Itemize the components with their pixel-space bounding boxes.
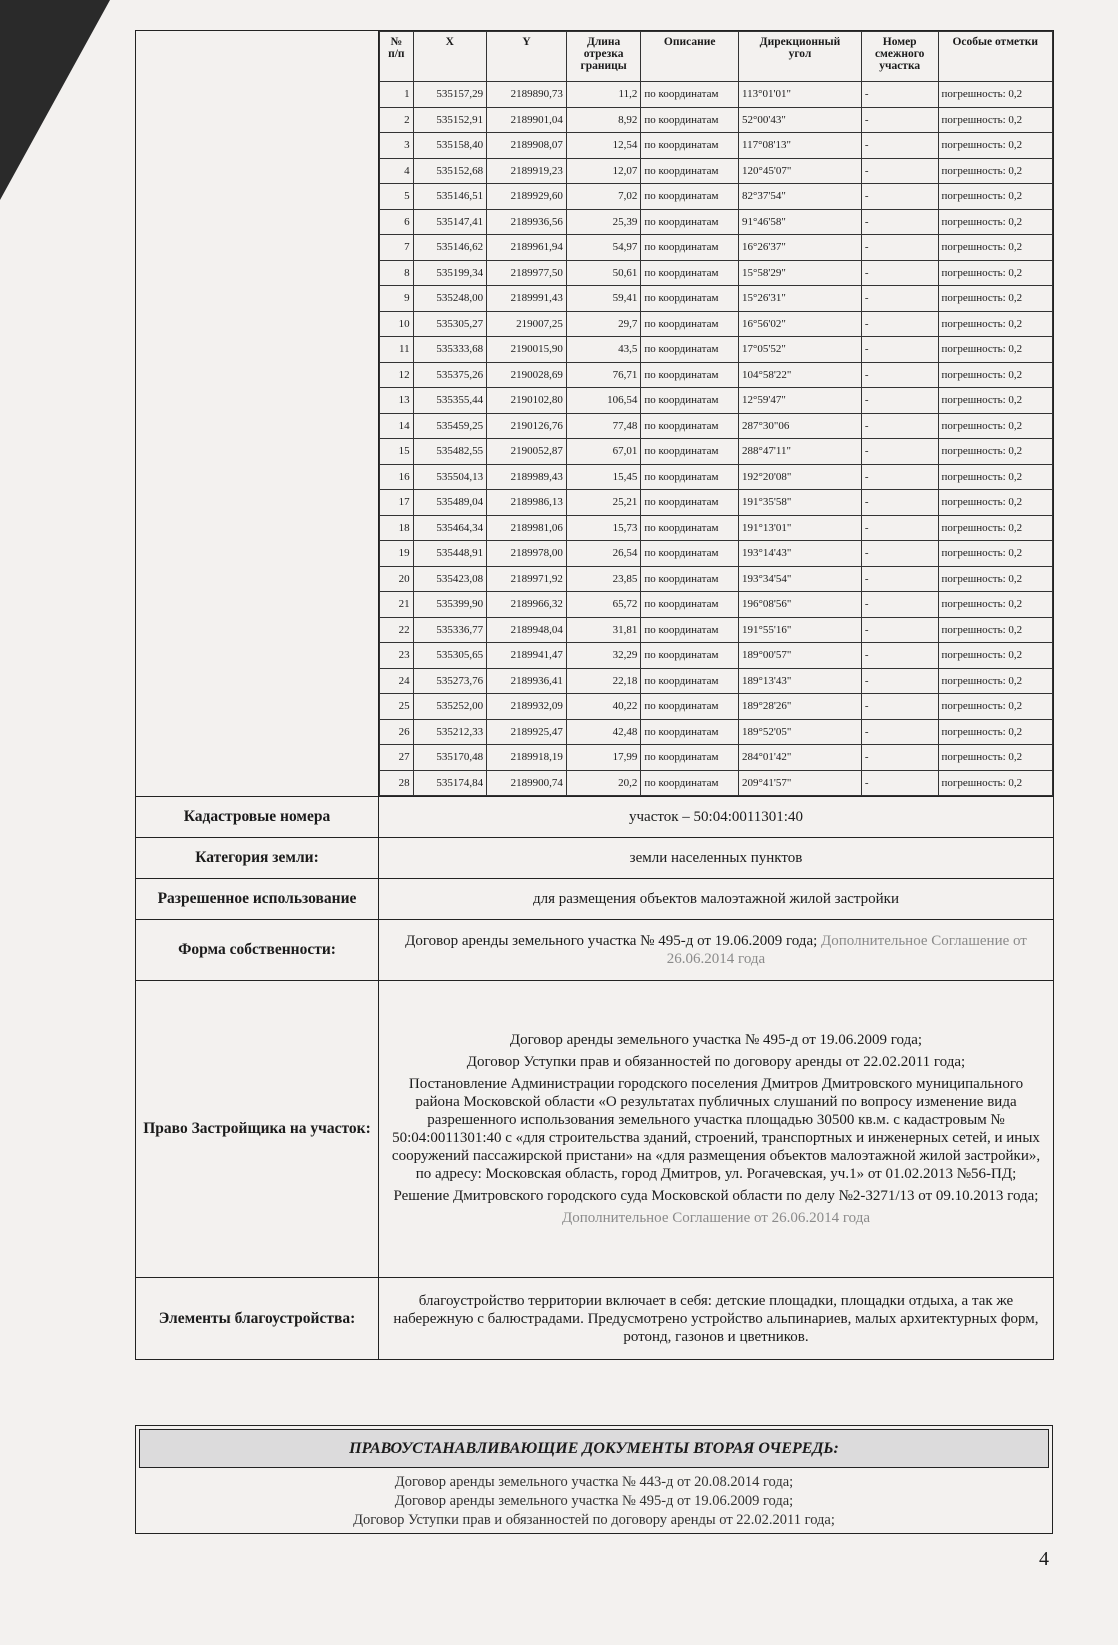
coords-cell: 2189890,73 <box>487 82 567 108</box>
coords-cell: 27 <box>380 745 414 771</box>
coords-row <box>380 82 1053 108</box>
permitted-use-value: для размещения объектов малоэтажной жилой застройки <box>379 879 1054 920</box>
coords-cell: 535482,55 <box>413 439 486 465</box>
coords-cell: погрешность: 0,2 <box>938 388 1053 414</box>
cadastral-value: участок – 50:04:0011301:40 <box>379 797 1054 838</box>
coords-cell: 16°56'02" <box>739 311 862 337</box>
permitted-use-label: Разрешенное использование <box>136 879 379 920</box>
coords-cell: 535375,26 <box>413 362 486 388</box>
landscaping-label: Элементы благоустройства: <box>136 1278 379 1360</box>
second-queue-block <box>135 1425 1053 1534</box>
coords-cell: 3 <box>380 133 414 159</box>
coords-cell: 2189977,50 <box>487 260 567 286</box>
coords-cell: по координатам <box>641 413 739 439</box>
coords-cell: 17 <box>380 490 414 516</box>
coords-cell: погрешность: 0,2 <box>938 541 1053 567</box>
coords-cell: 22 <box>380 617 414 643</box>
coords-cell: 77,48 <box>566 413 641 439</box>
coords-cell: 535464,34 <box>413 515 486 541</box>
coords-cell: 104°58'22" <box>739 362 862 388</box>
coords-cell: по координатам <box>641 260 739 286</box>
coords-cell: 17,99 <box>566 745 641 771</box>
coords-cell: 189°52'05" <box>739 719 862 745</box>
coords-cell: 287°30"06 <box>739 413 862 439</box>
coords-cell: 18 <box>380 515 414 541</box>
second-queue-doc: Договор аренды земельного участка № 495-д от 19.06.2009 года; <box>394 1493 794 1509</box>
coords-row <box>380 184 1053 210</box>
developer-right-label: Право Застройщика на участок: <box>136 981 379 1278</box>
coords-cell: - <box>861 694 938 720</box>
coords-cell: по координатам <box>641 158 739 184</box>
coords-cell: 117°08'13" <box>739 133 862 159</box>
coords-cell: - <box>861 745 938 771</box>
coords-cell: 22,18 <box>566 668 641 694</box>
coords-header-cell: Дирекционный угол <box>739 32 862 82</box>
coords-cell: 288°47'11" <box>739 439 862 465</box>
coords-cell: по координатам <box>641 719 739 745</box>
coords-cell: погрешность: 0,2 <box>938 260 1053 286</box>
second-queue-doc: Договор аренды земельного участка № 443-д от 20.08.2014 года; <box>394 1474 794 1490</box>
coords-cell: 2189966,32 <box>487 592 567 618</box>
developer-right-doc: Договор Уступки прав и обязанностей по договору аренды от 22.02.2011 года; <box>466 1054 966 1070</box>
coordinates-table <box>379 31 1053 796</box>
coords-cell: 535273,76 <box>413 668 486 694</box>
coords-cell: - <box>861 209 938 235</box>
coords-cell: по координатам <box>641 184 739 210</box>
coords-cell: 25 <box>380 694 414 720</box>
coords-cell: 11,2 <box>566 82 641 108</box>
coords-cell: 535212,33 <box>413 719 486 745</box>
coords-header-cell: Особые отметки <box>938 32 1053 82</box>
coords-cell: по координатам <box>641 337 739 363</box>
coords-cell: 2189925,47 <box>487 719 567 745</box>
coords-cell: 2190126,76 <box>487 413 567 439</box>
coords-cell: 196°08'56" <box>739 592 862 618</box>
coords-cell: 189°00'57" <box>739 643 862 669</box>
coords-cell: 120°45'07" <box>739 158 862 184</box>
coords-cell: погрешность: 0,2 <box>938 617 1053 643</box>
ownership-label: Форма собственности: <box>136 920 379 981</box>
document-sheet <box>135 30 1053 1360</box>
coords-cell: 1 <box>380 82 414 108</box>
coords-cell: погрешность: 0,2 <box>938 286 1053 312</box>
coords-cell: 535448,91 <box>413 541 486 567</box>
coords-row <box>380 107 1053 133</box>
coords-cell: - <box>861 158 938 184</box>
coords-cell: 59,41 <box>566 286 641 312</box>
coords-cell: 2189989,43 <box>487 464 567 490</box>
coords-cell: - <box>861 617 938 643</box>
ownership-supplement: Дополнительное Соглашение от 26.06.2014 года <box>666 933 1027 967</box>
coords-cell: 2189948,04 <box>487 617 567 643</box>
coords-cell: 2190015,90 <box>487 337 567 363</box>
coords-cell: 192°20'08" <box>739 464 862 490</box>
coords-cell: 15°26'31" <box>739 286 862 312</box>
coords-cell: 2189961,94 <box>487 235 567 261</box>
coords-cell: 2189918,19 <box>487 745 567 771</box>
coords-cell: 15 <box>380 439 414 465</box>
coords-cell: 2189929,60 <box>487 184 567 210</box>
coords-row <box>380 209 1053 235</box>
coords-cell: 24 <box>380 668 414 694</box>
coords-cell: по координатам <box>641 617 739 643</box>
coords-cell: 2190028,69 <box>487 362 567 388</box>
coords-cell: по координатам <box>641 694 739 720</box>
coords-cell: 535158,40 <box>413 133 486 159</box>
coords-cell: 82°37'54" <box>739 184 862 210</box>
coords-cell: 43,5 <box>566 337 641 363</box>
coords-row <box>380 362 1053 388</box>
coords-cell: - <box>861 337 938 363</box>
coords-cell: погрешность: 0,2 <box>938 745 1053 771</box>
coords-cell: 26,54 <box>566 541 641 567</box>
coords-cell: 25,39 <box>566 209 641 235</box>
coords-row <box>380 388 1053 414</box>
coords-cell: 14 <box>380 413 414 439</box>
coords-cell: - <box>861 184 938 210</box>
coords-cell: по координатам <box>641 286 739 312</box>
coords-cell: по координатам <box>641 566 739 592</box>
coords-row <box>380 133 1053 159</box>
blank-left-cell <box>136 31 379 797</box>
coords-cell: по координатам <box>641 745 739 771</box>
coords-cell: погрешность: 0,2 <box>938 490 1053 516</box>
coords-row <box>380 745 1053 771</box>
coords-cell: 8 <box>380 260 414 286</box>
coords-row <box>380 464 1053 490</box>
coords-cell: 193°34'54" <box>739 566 862 592</box>
coords-cell: погрешность: 0,2 <box>938 464 1053 490</box>
coords-cell: 8,92 <box>566 107 641 133</box>
coords-header-cell: Y <box>487 32 567 82</box>
coords-cell: 5 <box>380 184 414 210</box>
coords-cell: 15,73 <box>566 515 641 541</box>
coords-cell: погрешность: 0,2 <box>938 133 1053 159</box>
landscaping-value: благоустройство территории включает в себя: детские площадки, площадки отдыха, а так же набережную с балюстрадами. Предусмотрено устройство альпинариев, малых архитектурных форм, ротонд, газонов и цветников. <box>379 1278 1054 1360</box>
coords-cell: 2 <box>380 107 414 133</box>
coords-cell: 29,7 <box>566 311 641 337</box>
coords-row <box>380 592 1053 618</box>
ownership-value <box>379 920 1054 981</box>
coords-cell: 535170,48 <box>413 745 486 771</box>
coords-cell: 535489,04 <box>413 490 486 516</box>
coords-cell: 535305,27 <box>413 311 486 337</box>
coords-cell: 17°05'52" <box>739 337 862 363</box>
coords-cell: 535174,84 <box>413 770 486 796</box>
developer-right-supplement: Дополнительное Соглашение от 26.06.2014 года <box>562 1210 870 1226</box>
coords-cell: 26 <box>380 719 414 745</box>
coords-cell: - <box>861 464 938 490</box>
coords-cell: 535355,44 <box>413 388 486 414</box>
coords-cell: - <box>861 235 938 261</box>
coords-cell: - <box>861 770 938 796</box>
coords-cell: 193°14'43" <box>739 541 862 567</box>
coords-row <box>380 566 1053 592</box>
coords-cell: 2189901,04 <box>487 107 567 133</box>
coords-cell: 535336,77 <box>413 617 486 643</box>
cadastral-label: Кадастровые номера <box>136 797 379 838</box>
coords-cell: - <box>861 719 938 745</box>
coords-cell: 13 <box>380 388 414 414</box>
coords-cell: 2190052,87 <box>487 439 567 465</box>
coords-cell: 2189971,92 <box>487 566 567 592</box>
coords-cell: 2189936,56 <box>487 209 567 235</box>
coords-cell: 535305,65 <box>413 643 486 669</box>
coords-row <box>380 515 1053 541</box>
coords-cell: погрешность: 0,2 <box>938 566 1053 592</box>
coords-cell: 2189986,13 <box>487 490 567 516</box>
coords-cell: 535504,13 <box>413 464 486 490</box>
coords-cell: по координатам <box>641 388 739 414</box>
coords-cell: 12,07 <box>566 158 641 184</box>
coords-cell: 2189981,06 <box>487 515 567 541</box>
coords-cell: - <box>861 311 938 337</box>
coords-cell: 42,48 <box>566 719 641 745</box>
coords-cell: - <box>861 362 938 388</box>
developer-right-value <box>379 981 1054 1278</box>
coords-cell: погрешность: 0,2 <box>938 719 1053 745</box>
coords-cell: - <box>861 388 938 414</box>
coords-cell: погрешность: 0,2 <box>938 643 1053 669</box>
category-value: земли населенных пунктов <box>379 838 1054 879</box>
coords-cell: 535333,68 <box>413 337 486 363</box>
coords-cell: 535399,90 <box>413 592 486 618</box>
coords-cell: 16°26'37" <box>739 235 862 261</box>
coords-cell: 219007,25 <box>487 311 567 337</box>
second-queue-doc: Договор Уступки прав и обязанностей по договору аренды от 22.02.2011 года; <box>353 1512 835 1528</box>
coords-row <box>380 337 1053 363</box>
coords-cell: 535152,91 <box>413 107 486 133</box>
coords-cell: 54,97 <box>566 235 641 261</box>
coords-cell: 535248,00 <box>413 286 486 312</box>
coords-row <box>380 617 1053 643</box>
coords-cell: 535152,68 <box>413 158 486 184</box>
coords-cell: 113°01'01" <box>739 82 862 108</box>
coords-header-cell: Длина отрезка границы <box>566 32 641 82</box>
coords-cell: 284°01'42" <box>739 745 862 771</box>
coords-row <box>380 668 1053 694</box>
coords-cell: 15°58'29" <box>739 260 862 286</box>
coords-cell: 25,21 <box>566 490 641 516</box>
coords-cell: 7,02 <box>566 184 641 210</box>
coords-cell: - <box>861 668 938 694</box>
coords-cell: 91°46'58" <box>739 209 862 235</box>
coords-cell: 191°13'01" <box>739 515 862 541</box>
developer-right-doc: Решение Дмитровского городского суда Московской области по делу №2-3271/13 от 09.10.2013 года; <box>393 1188 1039 1204</box>
page-number: 4 <box>1039 1548 1049 1570</box>
coords-cell: 31,81 <box>566 617 641 643</box>
coords-cell: погрешность: 0,2 <box>938 668 1053 694</box>
developer-right-doc: Договор аренды земельного участка № 495-д от 19.06.2009 года; <box>509 1032 923 1048</box>
coords-cell: по координатам <box>641 541 739 567</box>
coords-cell: 2189932,09 <box>487 694 567 720</box>
coords-cell: 67,01 <box>566 439 641 465</box>
coords-cell: 11 <box>380 337 414 363</box>
coords-row <box>380 643 1053 669</box>
developer-right-doc: Постановление Администрации городского поселения Дмитров Дмитровского муниципального района Московской области «О результатах публичных слушаний по вопросу изменение вида разрешенного использования земельного участка площадью 30500 кв.м. с кадастровым № 50:04:0011301:40 с «для строительства зданий, строений, транспортных и инженерных сетей, и иных сооружений пассажирской пристани» на «для размещения объектов малоэтажной жилой застройки», по адресу: Московская область, город Дмитров, ул. Рогачевская, уч.1» от 01.02.2013 №56-ПД; <box>391 1076 1041 1182</box>
coords-cell: 535199,34 <box>413 260 486 286</box>
coords-cell: 9 <box>380 286 414 312</box>
coords-cell: 2189908,07 <box>487 133 567 159</box>
ownership-contract: Договор аренды земельного участка № 495-д от 19.06.2009 года; <box>405 933 818 949</box>
coords-cell: - <box>861 107 938 133</box>
coords-header-cell: Номер смежного участка <box>861 32 938 82</box>
coords-cell: - <box>861 643 938 669</box>
coords-cell: - <box>861 260 938 286</box>
coords-row <box>380 439 1053 465</box>
coords-cell: 2189941,47 <box>487 643 567 669</box>
coords-cell: 12°59'47" <box>739 388 862 414</box>
coords-row <box>380 770 1053 796</box>
coords-cell: погрешность: 0,2 <box>938 82 1053 108</box>
coords-cell: по координатам <box>641 439 739 465</box>
coords-cell: 20,2 <box>566 770 641 796</box>
coords-cell: 2189978,00 <box>487 541 567 567</box>
coords-row <box>380 286 1053 312</box>
coords-cell: 2189919,23 <box>487 158 567 184</box>
coords-row <box>380 694 1053 720</box>
coords-cell: по координатам <box>641 362 739 388</box>
coords-cell: 209°41'57" <box>739 770 862 796</box>
coords-header-cell: № п/п <box>380 32 414 82</box>
coords-cell: 52°00'43" <box>739 107 862 133</box>
coords-cell: 19 <box>380 541 414 567</box>
coords-cell: 40,22 <box>566 694 641 720</box>
coords-cell: 50,61 <box>566 260 641 286</box>
coords-cell: погрешность: 0,2 <box>938 515 1053 541</box>
coords-row <box>380 719 1053 745</box>
coords-row <box>380 158 1053 184</box>
coords-cell: - <box>861 541 938 567</box>
coords-cell: по координатам <box>641 668 739 694</box>
coords-cell: 6 <box>380 209 414 235</box>
coords-cell: 23,85 <box>566 566 641 592</box>
coords-cell: погрешность: 0,2 <box>938 311 1053 337</box>
coords-row <box>380 413 1053 439</box>
coords-cell: погрешность: 0,2 <box>938 158 1053 184</box>
coords-cell: 535147,41 <box>413 209 486 235</box>
coords-cell: 15,45 <box>566 464 641 490</box>
coords-cell: 76,71 <box>566 362 641 388</box>
coords-cell: 106,54 <box>566 388 641 414</box>
coords-cell: погрешность: 0,2 <box>938 694 1053 720</box>
coords-cell: - <box>861 286 938 312</box>
coords-cell: 2190102,80 <box>487 388 567 414</box>
coords-row <box>380 541 1053 567</box>
scan-corner-shadow <box>0 0 110 200</box>
coords-header-cell: Описание <box>641 32 739 82</box>
coords-cell: 189°28'26" <box>739 694 862 720</box>
coords-cell: 12 <box>380 362 414 388</box>
coords-cell: погрешность: 0,2 <box>938 184 1053 210</box>
coords-cell: 16 <box>380 464 414 490</box>
coords-cell: 2189900,74 <box>487 770 567 796</box>
coords-cell: погрешность: 0,2 <box>938 209 1053 235</box>
coords-cell: по координатам <box>641 82 739 108</box>
coords-cell: 10 <box>380 311 414 337</box>
coords-cell: по координатам <box>641 133 739 159</box>
coords-cell: погрешность: 0,2 <box>938 337 1053 363</box>
coords-cell: погрешность: 0,2 <box>938 362 1053 388</box>
second-queue-title: ПРАВОУСТАНАВЛИВАЮЩИЕ ДОКУМЕНТЫ ВТОРАЯ ОЧЕРЕДЬ: <box>139 1429 1049 1468</box>
coords-cell: - <box>861 82 938 108</box>
coords-cell: по координатам <box>641 311 739 337</box>
coords-cell: по координатам <box>641 592 739 618</box>
coords-cell: погрешность: 0,2 <box>938 235 1053 261</box>
coords-cell: 535252,00 <box>413 694 486 720</box>
coords-cell: - <box>861 490 938 516</box>
coords-header-cell: X <box>413 32 486 82</box>
coords-cell: 7 <box>380 235 414 261</box>
coords-cell: 535146,51 <box>413 184 486 210</box>
coords-cell: по координатам <box>641 107 739 133</box>
coords-cell: погрешность: 0,2 <box>938 107 1053 133</box>
coords-cell: 4 <box>380 158 414 184</box>
coords-cell: по координатам <box>641 643 739 669</box>
coords-cell: по координатам <box>641 209 739 235</box>
coords-cell: 65,72 <box>566 592 641 618</box>
coords-cell: погрешность: 0,2 <box>938 439 1053 465</box>
coords-cell: - <box>861 439 938 465</box>
coords-cell: - <box>861 133 938 159</box>
coords-cell: 32,29 <box>566 643 641 669</box>
coords-row <box>380 311 1053 337</box>
coords-cell: - <box>861 515 938 541</box>
coords-cell: 535146,62 <box>413 235 486 261</box>
coords-cell: погрешность: 0,2 <box>938 770 1053 796</box>
coords-cell: по координатам <box>641 770 739 796</box>
coords-cell: 21 <box>380 592 414 618</box>
coords-cell: по координатам <box>641 490 739 516</box>
second-queue-docs <box>136 1471 1052 1533</box>
coords-cell: по координатам <box>641 235 739 261</box>
coords-cell: 535459,25 <box>413 413 486 439</box>
category-label: Категория земли: <box>136 838 379 879</box>
coords-cell: - <box>861 413 938 439</box>
coords-row <box>380 235 1053 261</box>
coords-cell: 191°55'16" <box>739 617 862 643</box>
coords-cell: погрешность: 0,2 <box>938 592 1053 618</box>
coords-cell: 23 <box>380 643 414 669</box>
coords-cell: по координатам <box>641 515 739 541</box>
coords-cell: 2189936,41 <box>487 668 567 694</box>
coords-row <box>380 260 1053 286</box>
coords-cell: 535423,08 <box>413 566 486 592</box>
land-plot-table <box>135 30 1054 1360</box>
coords-cell: по координатам <box>641 464 739 490</box>
coords-cell: 20 <box>380 566 414 592</box>
coords-cell: 12,54 <box>566 133 641 159</box>
coords-cell: погрешность: 0,2 <box>938 413 1053 439</box>
coords-cell: 2189991,43 <box>487 286 567 312</box>
coords-cell: - <box>861 566 938 592</box>
coords-cell: - <box>861 592 938 618</box>
coords-cell: 535157,29 <box>413 82 486 108</box>
coords-cell: 191°35'58" <box>739 490 862 516</box>
coords-row <box>380 490 1053 516</box>
coords-cell: 189°13'43" <box>739 668 862 694</box>
coords-cell: 28 <box>380 770 414 796</box>
